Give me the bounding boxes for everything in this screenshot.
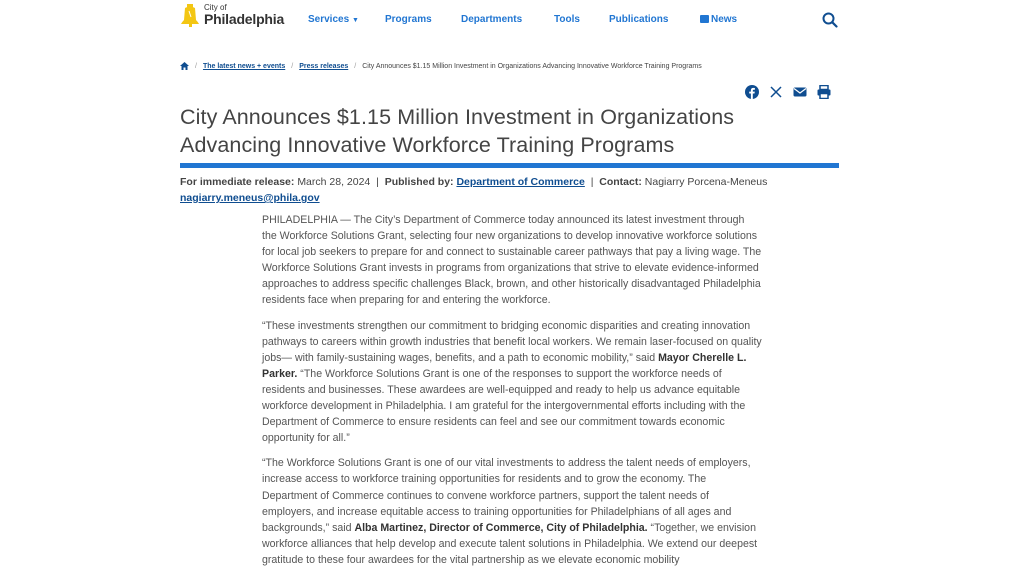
nav-services-label: Services: [308, 14, 350, 25]
nav-programs[interactable]: Programs: [385, 14, 432, 25]
paragraph: [262, 455, 762, 568]
facebook-icon[interactable]: [745, 85, 759, 99]
contact-label: Contact:: [599, 176, 642, 188]
title-underline: [180, 163, 839, 168]
share-bar: [745, 85, 831, 99]
newspaper-icon: [700, 15, 709, 23]
caret-down-icon: ▼: [351, 17, 359, 24]
print-icon[interactable]: [817, 85, 831, 99]
nav-tools[interactable]: Tools: [554, 14, 580, 25]
published-label: Published by:: [384, 176, 454, 188]
logo-philadelphia: Philadelphia: [204, 11, 285, 27]
meta-divider: |: [376, 176, 379, 188]
breadcrumb-press-releases[interactable]: Press releases: [299, 62, 349, 70]
paragraph-text: PHILADELPHIA — The City’s Department of Commerce today announced its latest investment through the Workforce Solutions Grant, selecting four new organizations to develop innovative workforce solutions for local job seekers to prepare for and connect to sustainable career pathways that pay a living wage. The Workforce Solutions Grant invests in programs from organizations that strive to elevate evidence-informed approaches to address specific challenges Black, brown, and other historically disadvantaged Philadelphia residents face when preparing for and entering the workforce.: [262, 214, 762, 307]
site-header: [0, 0, 1024, 40]
breadcrumb: [180, 62, 702, 70]
liberty-bell-icon: [180, 3, 200, 27]
article-meta: [180, 174, 840, 206]
meta-divider: |: [590, 176, 594, 188]
x-twitter-icon[interactable]: [769, 85, 783, 99]
article-body: [262, 212, 762, 577]
email-icon[interactable]: [793, 85, 807, 99]
breadcrumb-latest-news[interactable]: The latest news + events: [202, 62, 286, 70]
paragraph-text: “The Workforce Solutions Grant is one of our vital investments to address the talent needs of employers, increase access to workforce training opportunities for residents and to grow the economy. The Department of Commerce continues to convene workforce partners, support the talent needs of employers, and increase equitable access to training opportunities for Philadelphians of all ages and backgrounds,” said: [262, 457, 751, 534]
logo-city-of: City of: [204, 3, 227, 12]
paragraph: [262, 318, 762, 447]
home-icon[interactable]: [180, 62, 189, 70]
nav-departments[interactable]: Departments: [461, 14, 523, 25]
paragraph-text: “The Workforce Solutions Grant is one of the responses to support the workforce needs of residents and businesses. These awardees are well-equipped and ready to help us advance equitable workforce development in Philadelphia. I am grateful for the intergovernmental efforts including with the Department of Commerce to ensure residents can feel and see our commitment towards economic opportunity for all.”: [262, 367, 746, 445]
paragraph: [262, 212, 762, 309]
search-icon[interactable]: [822, 12, 838, 28]
page-title: City Announces $1.15 Million Investment in Organizations Advancing Innovative Workforce Training Programs: [180, 105, 735, 157]
contact-email-link[interactable]: nagiarry.meneus@phila.gov: [180, 192, 320, 204]
nav-publications[interactable]: Publications: [609, 14, 669, 25]
release-date: March 28, 2024: [297, 176, 371, 188]
paragraph-text: “These investments strengthen our commitment to bridging economic disparities and creating innovation pathways to careers within growth industries that benefit local workers. We remain laser-focused on quality jobs— with family-sustaining wages, benefits, and a path to economic mobility,” said: [262, 319, 762, 364]
breadcrumb-separator: /: [195, 62, 197, 70]
release-label: For immediate release:: [180, 176, 295, 188]
paragraph-text: “Together, we envision workforce alliances that help develop and execute talent solutions in Philadelphia. We extend our deepest gratitude to these four awardees for the vital partnership as we elevate economic mobility: [262, 521, 758, 566]
breadcrumb-current: City Announces $1.15 Million Investment in Organizations Advancing Innovative Workforce Training Programs: [362, 62, 702, 70]
nav-news-label: News: [711, 14, 738, 25]
publisher-link[interactable]: Department of Commerce: [456, 176, 585, 188]
nav-services[interactable]: [308, 14, 359, 25]
speaker-name: Alba Martinez, Director of Commerce, City of Philadelphia.: [354, 521, 648, 534]
speaker-name: Mayor Cherelle L. Parker.: [262, 351, 747, 380]
contact-name: Nagiarry Porcena-Meneus: [644, 176, 768, 188]
nav-news[interactable]: [700, 14, 737, 25]
breadcrumb-separator: /: [291, 62, 294, 70]
breadcrumb-separator: /: [354, 62, 357, 70]
city-logo[interactable]: [180, 3, 284, 27]
